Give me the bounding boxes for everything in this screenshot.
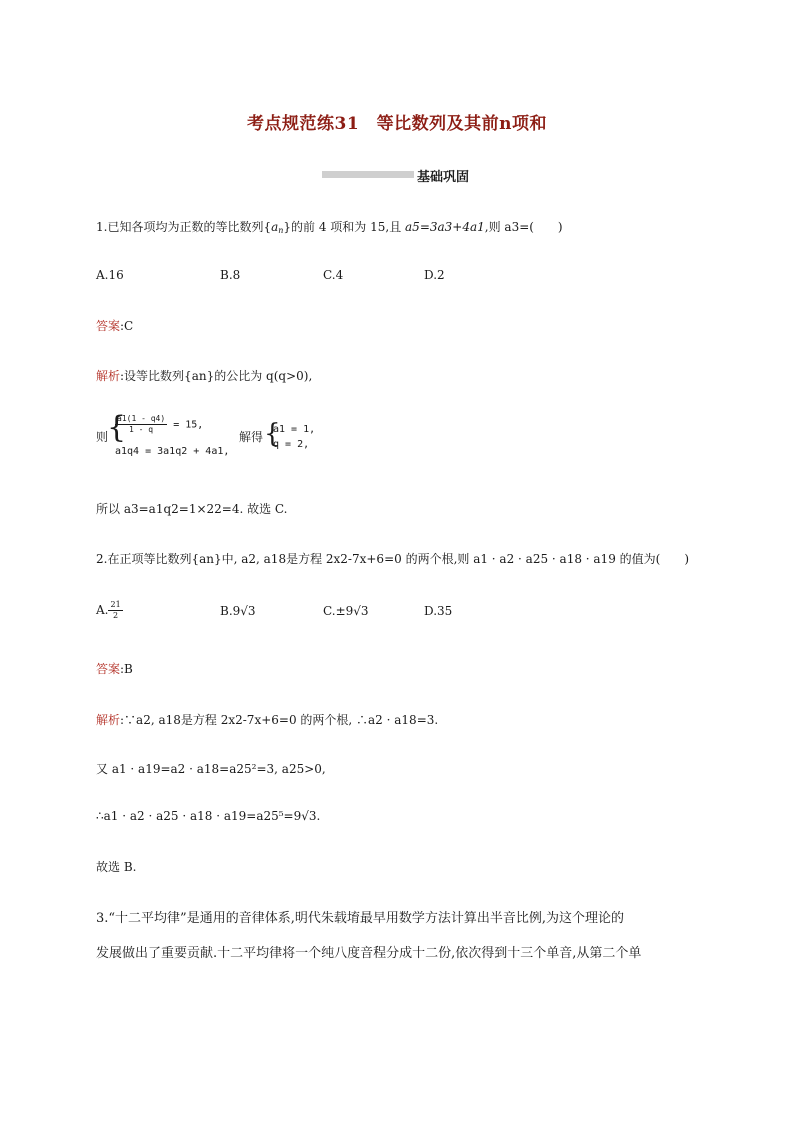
q2-analysis-line2: 又 a1 · a19=a2 · a18=a25²=3, a25>0, <box>96 762 326 776</box>
q1-n: n <box>278 226 284 235</box>
q1-result-line2: q = 2, <box>273 439 310 450</box>
q2-option-a-num: 21 <box>110 600 121 609</box>
section-heading: 基础巩固 <box>417 170 470 185</box>
q2-option-a-prefix: A. <box>96 603 109 617</box>
q1-option-b[interactable]: B.8 <box>220 268 241 282</box>
q1-result-line1: a1 = 1, <box>273 424 316 435</box>
question-3-line1: 3.“十二平均律”是通用的音律体系,明代朱载堉最早用数学方法计算出半音比例,为这个理论的 <box>96 911 624 926</box>
q1-fraction <box>115 414 167 435</box>
q1-analysis <box>96 367 312 384</box>
section-bar <box>322 171 414 178</box>
q1-answer <box>96 317 133 334</box>
q1-analysis-label: 解析 <box>96 369 121 383</box>
q2-analysis-label: 解析 <box>96 713 121 727</box>
q1-answer-value: :C <box>120 319 134 333</box>
question-3-line2: 发展做出了重要贡献.十二平均律将一个纯八度音程分成十二份,依次得到十三个单音,从第二个单 <box>96 946 642 961</box>
q1-fraction-den: 1 - q <box>129 425 154 434</box>
q2-analysis-text: :∵a2, a18是方程 2x2-7x+6=0 的两个根, ∴a2 · a18=3. <box>120 713 439 727</box>
q1-stem-prefix: 1.已知各项均为正数的等比数列{ <box>96 220 272 234</box>
q1-analysis-text: :设等比数列{an}的公比为 q(q>0), <box>120 369 313 383</box>
q1-solve-label: 解得 <box>239 430 264 444</box>
q1-result-brace: { <box>264 419 281 449</box>
q1-conclusion: 所以 a3=a1q2=1×22=4. 故选 C. <box>96 502 288 516</box>
q2-option-a-den: 2 <box>113 611 119 620</box>
q1-system-line2: a1q4 = 3a1q2 + 4a1, <box>115 446 230 457</box>
q1-answer-label: 答案 <box>96 319 121 333</box>
q2-answer-label: 答案 <box>96 662 121 676</box>
q1-system-line1 <box>115 414 203 435</box>
question-2-stem: 2.在正项等比数列{an}中, a2, a18是方程 2x2-7x+6=0 的两个根,则 a1 · a2 · a25 · a18 · a19 的值为( ) <box>96 552 690 566</box>
q2-option-b[interactable]: B.9√3 <box>220 604 256 618</box>
q1-option-c[interactable]: C.4 <box>323 268 344 282</box>
q1-fraction-rhs: = 15, <box>173 419 204 431</box>
q2-answer-value: :B <box>120 662 133 676</box>
q1-option-a[interactable]: A.16 <box>96 268 124 282</box>
q2-option-a[interactable] <box>96 600 123 621</box>
question-1-stem <box>96 218 563 235</box>
q1-system-brace: { <box>107 410 127 445</box>
q2-option-d[interactable]: D.35 <box>424 604 453 618</box>
q2-option-c[interactable]: C.±9√3 <box>323 604 369 618</box>
q1-stem-suffix: ,则 a3=( ) <box>484 220 563 234</box>
q2-option-a-fraction <box>108 600 122 621</box>
q1-then-label: 则 <box>96 430 109 444</box>
q1-option-d[interactable]: D.2 <box>424 268 445 282</box>
q2-analysis-line4: 故选 B. <box>96 860 137 874</box>
q1-fraction-num: a1(1 - q4) <box>117 414 166 423</box>
page-title: 考点规范练31 等比数列及其前n项和 <box>246 114 548 134</box>
q2-analysis-line1 <box>96 711 438 728</box>
q1-stem-mid: }的前 4 项和为 15,且 <box>283 220 406 234</box>
q2-answer <box>96 660 133 677</box>
q1-an: a <box>271 220 279 234</box>
q2-analysis-line3: ∴a1 · a2 · a25 · a18 · a19=a25⁵=9√3. <box>96 809 321 823</box>
q1-condition: a5=3a3+4a1 <box>405 220 485 234</box>
